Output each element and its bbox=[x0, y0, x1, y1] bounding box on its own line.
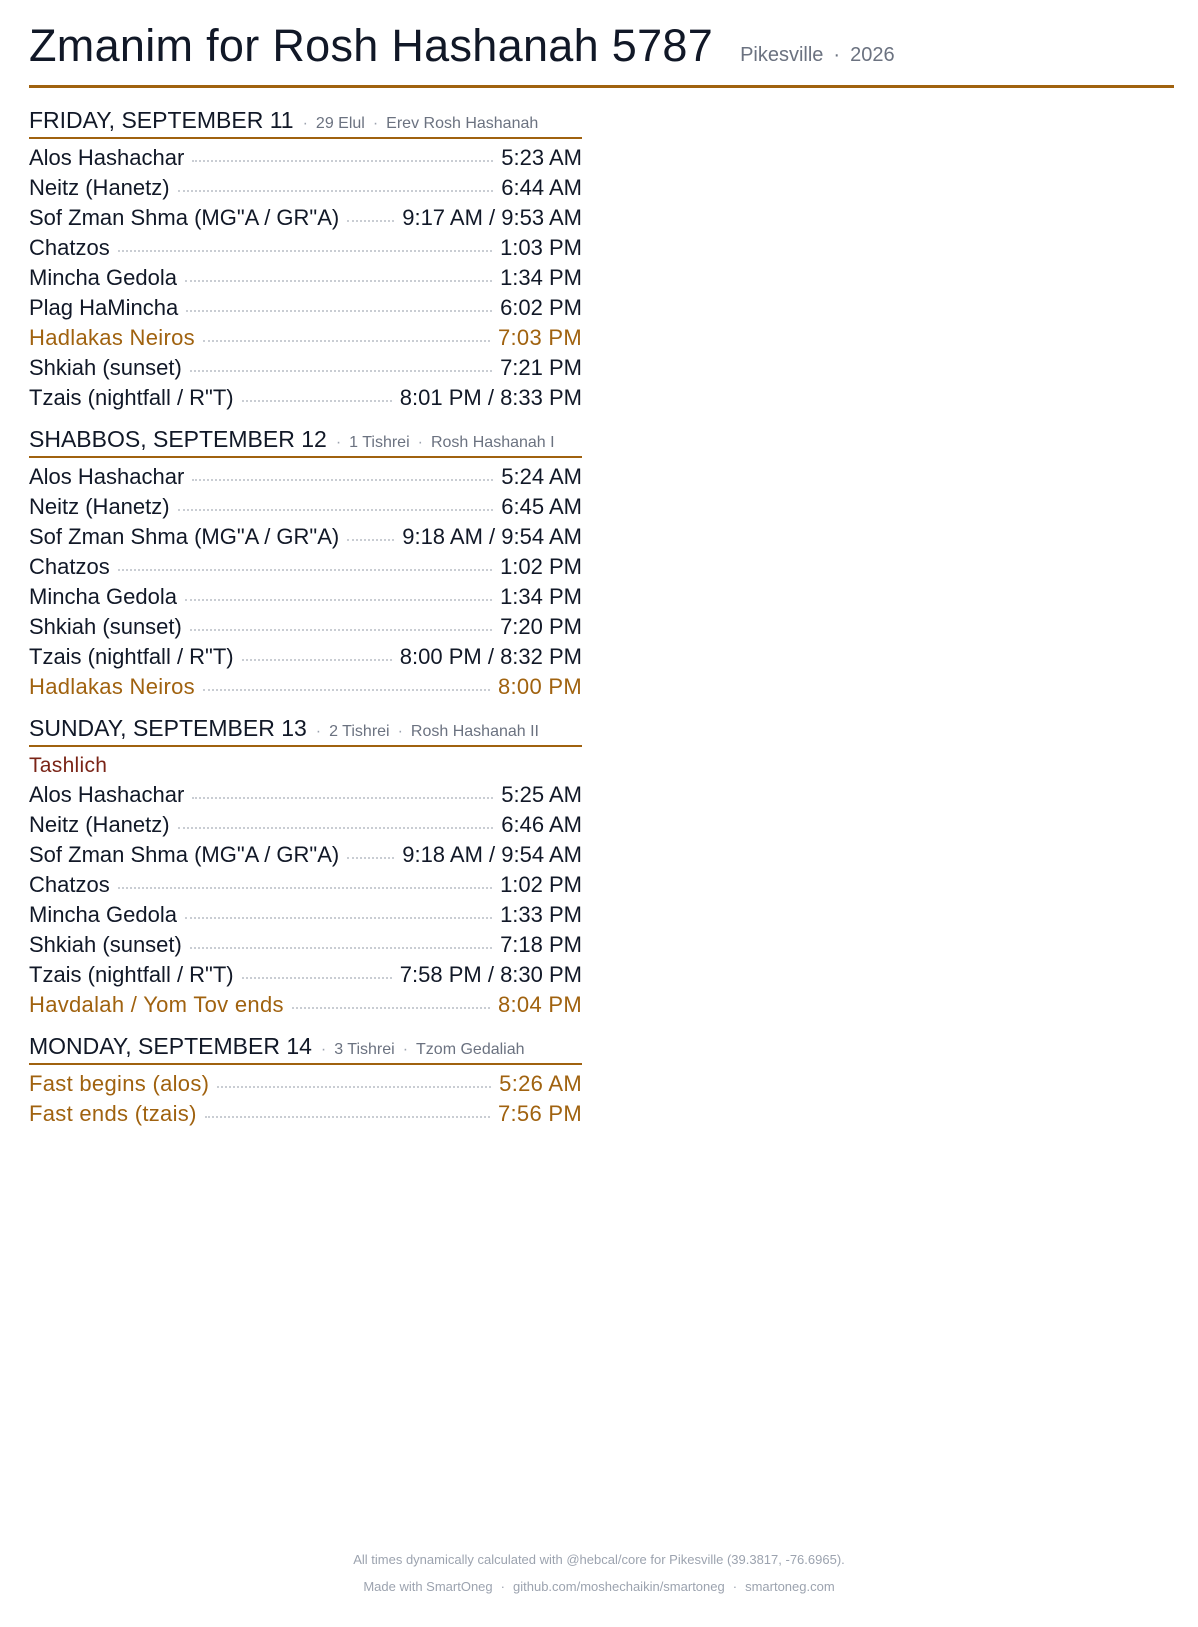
zman-time: 7:03 PM bbox=[497, 325, 582, 350]
zman-time: 5:25 AM bbox=[501, 782, 582, 807]
day-name: SHABBOS, SEPTEMBER 12 bbox=[29, 426, 327, 452]
zman-row bbox=[29, 612, 582, 642]
zman-row bbox=[29, 1069, 582, 1099]
dotted-leader bbox=[203, 340, 490, 342]
zman-time: 8:04 PM bbox=[497, 992, 582, 1017]
zman-time: 1:34 PM bbox=[500, 265, 582, 290]
repo-link[interactable]: github.com/moshechaikin/smartoneg bbox=[513, 1579, 725, 1594]
dotted-leader bbox=[178, 827, 494, 829]
separator: · bbox=[335, 434, 342, 451]
zman-time: 9:17 AM / 9:53 AM bbox=[402, 205, 582, 230]
page-title: Zmanim for Rosh Hashanah 5787 bbox=[29, 20, 714, 71]
zman-label: Neitz (Hanetz) bbox=[29, 812, 170, 837]
zman-row bbox=[29, 582, 582, 612]
zman-label: Hadlakas Neiros bbox=[29, 674, 195, 699]
location-label: Pikesville bbox=[740, 44, 824, 66]
zman-time: 1:03 PM bbox=[500, 235, 582, 260]
dotted-leader bbox=[118, 569, 492, 571]
zman-label: Tzais (nightfall / R"T) bbox=[29, 385, 234, 410]
hebrew-date: 3 Tishrei bbox=[334, 1041, 395, 1058]
dotted-leader bbox=[185, 599, 492, 601]
day-meta bbox=[316, 723, 539, 741]
day-name: SUNDAY, SEPTEMBER 13 bbox=[29, 715, 307, 741]
zman-row bbox=[29, 840, 582, 870]
day-header bbox=[29, 713, 582, 747]
dotted-leader bbox=[292, 1007, 490, 1009]
zman-row bbox=[29, 810, 582, 840]
dotted-leader bbox=[118, 887, 492, 889]
day-section bbox=[29, 713, 582, 1020]
zman-time: 1:02 PM bbox=[500, 872, 582, 897]
zman-row bbox=[29, 462, 582, 492]
zman-time: 6:46 AM bbox=[501, 812, 582, 837]
zman-label: Mincha Gedola bbox=[29, 265, 177, 290]
zman-time: 9:18 AM / 9:54 AM bbox=[402, 842, 582, 867]
dotted-leader bbox=[186, 310, 492, 312]
zman-row bbox=[29, 203, 582, 233]
zman-label: Mincha Gedola bbox=[29, 902, 177, 927]
zman-time: 9:18 AM / 9:54 AM bbox=[402, 524, 582, 549]
zman-label: Sof Zman Shma (MG"A / GR"A) bbox=[29, 842, 340, 867]
zman-label: Shkiah (sunset) bbox=[29, 355, 182, 380]
dotted-leader bbox=[118, 250, 492, 252]
zman-row bbox=[29, 353, 582, 383]
zman-time: 6:44 AM bbox=[501, 175, 582, 200]
dotted-leader bbox=[205, 1116, 490, 1118]
zman-label: Hadlakas Neiros bbox=[29, 325, 195, 350]
zman-label: Alos Hashachar bbox=[29, 782, 185, 807]
footer-credits: All times dynamically calculated with @hebcal/core for Pikesville (39.3817, -76.6965). bbox=[353, 1552, 845, 1567]
dotted-leader bbox=[192, 479, 493, 481]
day-section bbox=[29, 1031, 582, 1129]
zman-time: 7:20 PM bbox=[500, 614, 582, 639]
zman-row bbox=[29, 1099, 582, 1129]
zman-label: Alos Hashachar bbox=[29, 464, 185, 489]
separator: · bbox=[402, 1041, 409, 1058]
zman-row bbox=[29, 173, 582, 203]
zman-time: 5:24 AM bbox=[501, 464, 582, 489]
zman-row bbox=[29, 930, 582, 960]
zman-time: 8:01 PM / 8:33 PM bbox=[399, 385, 582, 410]
zman-time: 5:26 AM bbox=[499, 1071, 582, 1096]
made-with-text: Made with SmartOneg bbox=[363, 1579, 493, 1594]
zman-time: 7:58 PM / 8:30 PM bbox=[399, 962, 582, 987]
zman-row bbox=[29, 293, 582, 323]
zman-time: 1:33 PM bbox=[500, 902, 582, 927]
zman-label: Alos Hashachar bbox=[29, 145, 185, 170]
year-label: 2026 bbox=[850, 44, 895, 66]
separator: · bbox=[417, 434, 423, 451]
zman-label: Mincha Gedola bbox=[29, 584, 177, 609]
dotted-leader bbox=[242, 977, 392, 979]
dotted-leader bbox=[192, 160, 493, 162]
zman-row bbox=[29, 552, 582, 582]
occasion: Erev Rosh Hashanah bbox=[386, 115, 539, 132]
dotted-leader bbox=[242, 400, 392, 402]
zman-label: Chatzos bbox=[29, 554, 110, 579]
dotted-leader bbox=[190, 629, 492, 631]
hebrew-date: 1 Tishrei bbox=[349, 434, 410, 451]
zman-label: Shkiah (sunset) bbox=[29, 614, 182, 639]
zman-time: 1:02 PM bbox=[500, 554, 582, 579]
day-meta bbox=[303, 115, 539, 133]
dotted-leader bbox=[242, 659, 392, 661]
dotted-leader bbox=[192, 797, 493, 799]
separator: · bbox=[315, 723, 322, 740]
zman-label: Havdalah / Yom Tov ends bbox=[29, 992, 284, 1017]
zman-label: Neitz (Hanetz) bbox=[29, 494, 170, 519]
dotted-leader bbox=[190, 370, 492, 372]
zman-label: Tzais (nightfall / R"T) bbox=[29, 962, 234, 987]
day-note: Tashlich bbox=[29, 754, 108, 777]
zman-label: Chatzos bbox=[29, 235, 110, 260]
day-name: FRIDAY, SEPTEMBER 11 bbox=[29, 107, 294, 133]
zman-row bbox=[29, 492, 582, 522]
separator: · bbox=[320, 1041, 327, 1058]
zman-label: Shkiah (sunset) bbox=[29, 932, 182, 957]
dotted-leader bbox=[178, 509, 494, 511]
zman-label: Sof Zman Shma (MG"A / GR"A) bbox=[29, 205, 340, 230]
occasion: Rosh Hashanah II bbox=[410, 723, 539, 740]
zman-row bbox=[29, 233, 582, 263]
zman-time: 8:00 PM bbox=[497, 674, 582, 699]
zman-time: 6:45 AM bbox=[501, 494, 582, 519]
zman-row bbox=[29, 143, 582, 173]
day-meta bbox=[321, 1041, 525, 1059]
zman-row bbox=[29, 642, 582, 672]
dotted-leader bbox=[217, 1086, 491, 1088]
dotted-leader bbox=[347, 220, 394, 222]
zman-label: Plag HaMincha bbox=[29, 295, 179, 320]
zman-label: Sof Zman Shma (MG"A / GR"A) bbox=[29, 524, 340, 549]
day-header bbox=[29, 1031, 582, 1065]
zman-label: Fast ends (tzais) bbox=[29, 1101, 197, 1126]
day-meta bbox=[336, 434, 555, 452]
day-section bbox=[29, 424, 582, 702]
separator: · bbox=[397, 723, 403, 740]
footer-links bbox=[0, 1579, 1198, 1594]
separator: · bbox=[500, 1579, 505, 1594]
zman-label: Neitz (Hanetz) bbox=[29, 175, 170, 200]
dotted-leader bbox=[185, 280, 492, 282]
zman-row bbox=[29, 900, 582, 930]
zman-time: 1:34 PM bbox=[500, 584, 582, 609]
zman-row bbox=[29, 870, 582, 900]
site-link[interactable]: smartoneg.com bbox=[745, 1579, 835, 1594]
zman-row bbox=[29, 522, 582, 552]
hebrew-date: 2 Tishrei bbox=[329, 723, 390, 740]
day-header bbox=[29, 424, 582, 458]
zman-time: 7:56 PM bbox=[497, 1101, 582, 1126]
dotted-leader bbox=[347, 539, 394, 541]
page-header bbox=[29, 18, 1174, 88]
zman-label: Tzais (nightfall / R"T) bbox=[29, 644, 234, 669]
separator: · bbox=[833, 44, 841, 66]
zman-time: 6:02 PM bbox=[500, 295, 582, 320]
zman-row bbox=[29, 383, 582, 413]
zman-row bbox=[29, 990, 582, 1020]
day-section bbox=[29, 105, 582, 413]
occasion: Tzom Gedaliah bbox=[416, 1041, 525, 1058]
zman-row bbox=[29, 960, 582, 990]
zman-time: 7:21 PM bbox=[500, 355, 582, 380]
dotted-leader bbox=[178, 190, 494, 192]
zmanim-list bbox=[29, 105, 582, 1140]
separator: · bbox=[372, 115, 379, 132]
zman-row bbox=[29, 780, 582, 810]
dotted-leader bbox=[203, 689, 490, 691]
day-name: MONDAY, SEPTEMBER 14 bbox=[29, 1033, 312, 1059]
zman-row bbox=[29, 323, 582, 353]
zman-time: 8:00 PM / 8:32 PM bbox=[399, 644, 582, 669]
separator: · bbox=[302, 115, 308, 132]
occasion: Rosh Hashanah I bbox=[430, 434, 555, 451]
dotted-leader bbox=[347, 857, 394, 859]
dotted-leader bbox=[185, 917, 492, 919]
zman-row bbox=[29, 672, 582, 702]
zman-time: 7:18 PM bbox=[500, 932, 582, 957]
dotted-leader bbox=[190, 947, 492, 949]
day-header bbox=[29, 105, 582, 139]
page-subtitle bbox=[740, 43, 895, 67]
zman-time: 5:23 AM bbox=[501, 145, 582, 170]
zman-label: Fast begins (alos) bbox=[29, 1071, 210, 1096]
zman-label: Chatzos bbox=[29, 872, 110, 897]
hebrew-date: 29 Elul bbox=[315, 115, 365, 132]
separator: · bbox=[732, 1579, 738, 1594]
zman-row bbox=[29, 263, 582, 293]
